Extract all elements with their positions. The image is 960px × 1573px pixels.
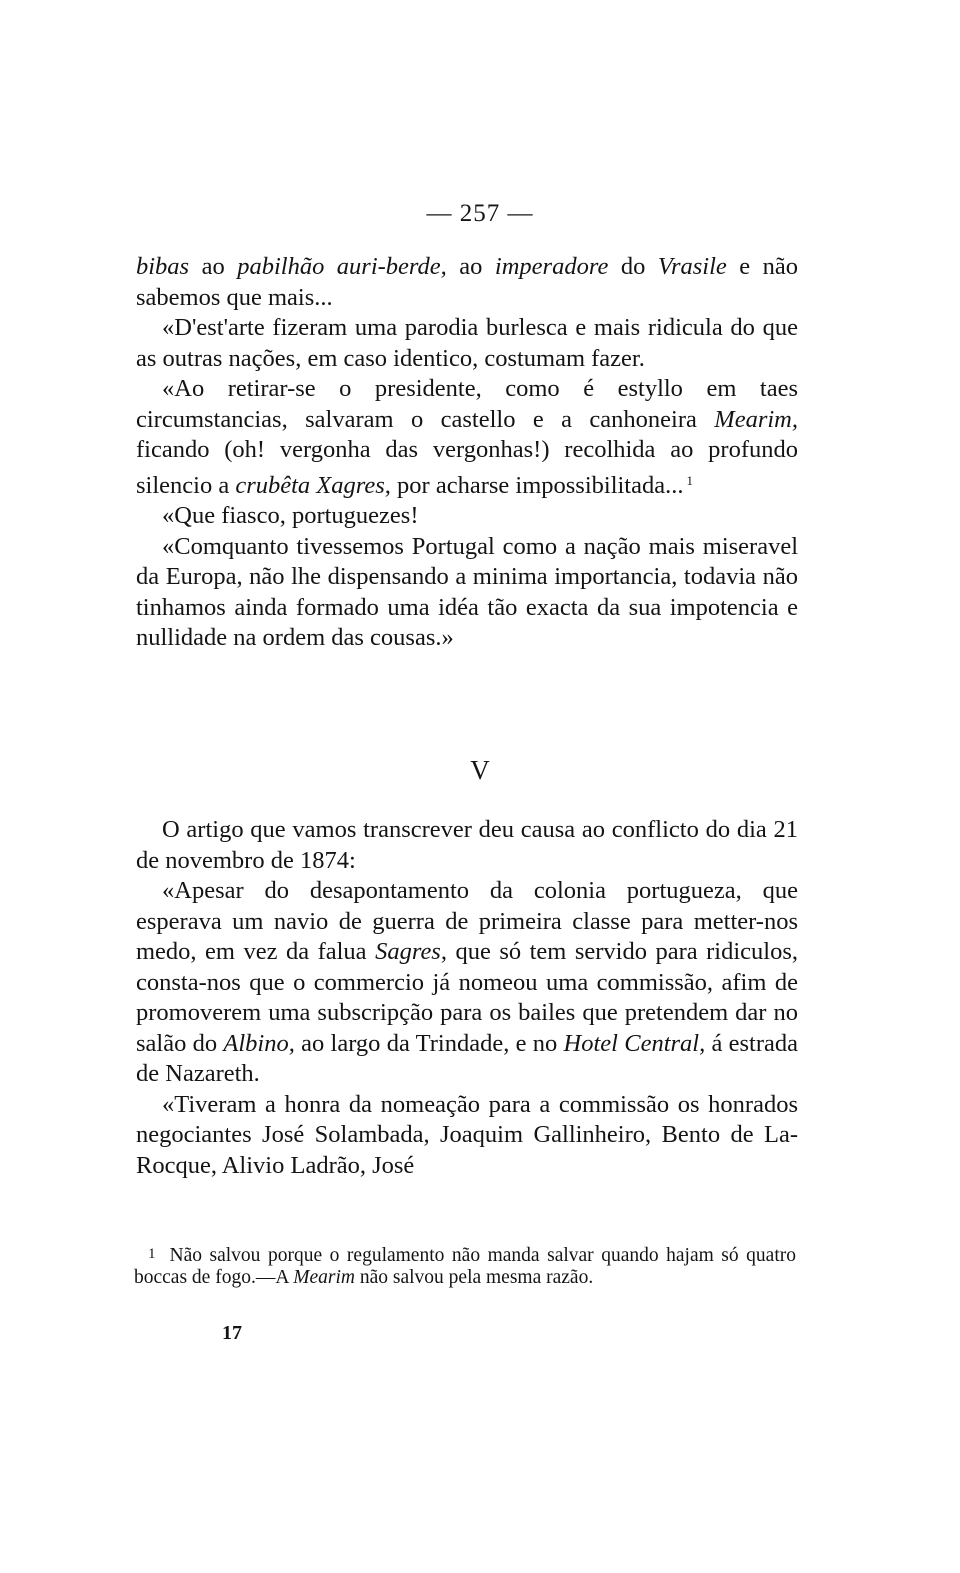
paragraph: «Que fiasco, portuguezes! [162,502,419,529]
italic-place-name: Albino, [223,1029,295,1057]
text-block-continuation [136,252,798,654]
page-number: — 257 — [426,200,534,227]
paragraph: «Comquanto tivessemos Portugal como a nação mais miseravel da Europa, não lhe dispensando a minima importancia, todavia não tinhamos ainda formado uma idéa tão exacta da sua impotencia e nullidade na ordem das cousas.» [136,532,798,651]
paragraph-opening: bibas ao pabilhão auri-berde, ao imperadore do Vrasile e não sabemos que mais... [136,253,799,311]
signature-mark: 17 [222,1322,242,1344]
text-block-article [136,815,798,1181]
paragraph: O artigo que vamos transcrever deu causa ao conflicto do dia 21 de novembro de 1874: [136,816,798,874]
italic-word: imperadore [494,253,609,280]
italic-phrase: pabilhão auri-berde, [237,253,447,280]
footnote-reference: 1 [686,472,693,488]
footnote: 1 Não salvou porque o regulamento não manda salvar quando hajam só quatro boccas de fogo.—A Mearim não salvou pela mesma razão. [134,1245,796,1288]
italic-place-name: Hotel Central, [563,1029,706,1057]
paragraph-salute: «Ao retirar-se o presidente, como é estyllo em taes circumstancias, salvaram o castello e a canhoneira Mearim, ficando (oh! vergonha das vergonhas!) recolhida ao profundo silencio a crubêta Xagres, por acharse impossibilitada... $^1$ [136,375,798,499]
italic-ship-name: Mearim [293,1267,355,1288]
italic-word: Vrasile [657,253,727,280]
paragraph-quoted-article: «Apesar do desapontamento da colonia portugueza, que esperava um navio de guerra de primeira classe para metter-nos medo, em vez da falua Sagres, que só tem servido para ridiculos, consta-nos que o commercio já nomeou uma commissão, afim de promoverem uma subscripção para os bailes que pretendem dar no salão do Albino, ao largo da Trindade, e no Hotel Central, á estrada de Nazareth. [136,877,799,1087]
section-heading: V [470,755,490,785]
italic-ship-name: crubêta Xagres, [235,471,391,499]
footnote-mark: 1 [148,1246,156,1262]
paragraph: «D'est'arte fizeram uma parodia burlesca e mais ridicula do que as outras nações, em caso identico, costumam fazer. [136,314,798,372]
italic-ship-name: Sagres, [375,938,447,965]
italic-word: bibas [136,253,190,280]
italic-ship-name: Mearim, [714,405,798,433]
paragraph: «Tiveram a honra da nomeação para a commissão os honrados negociantes José Solambada, Joaquim Gallinheiro, Bento de La-Rocque, Alivio Ladrão, José [136,1090,798,1179]
